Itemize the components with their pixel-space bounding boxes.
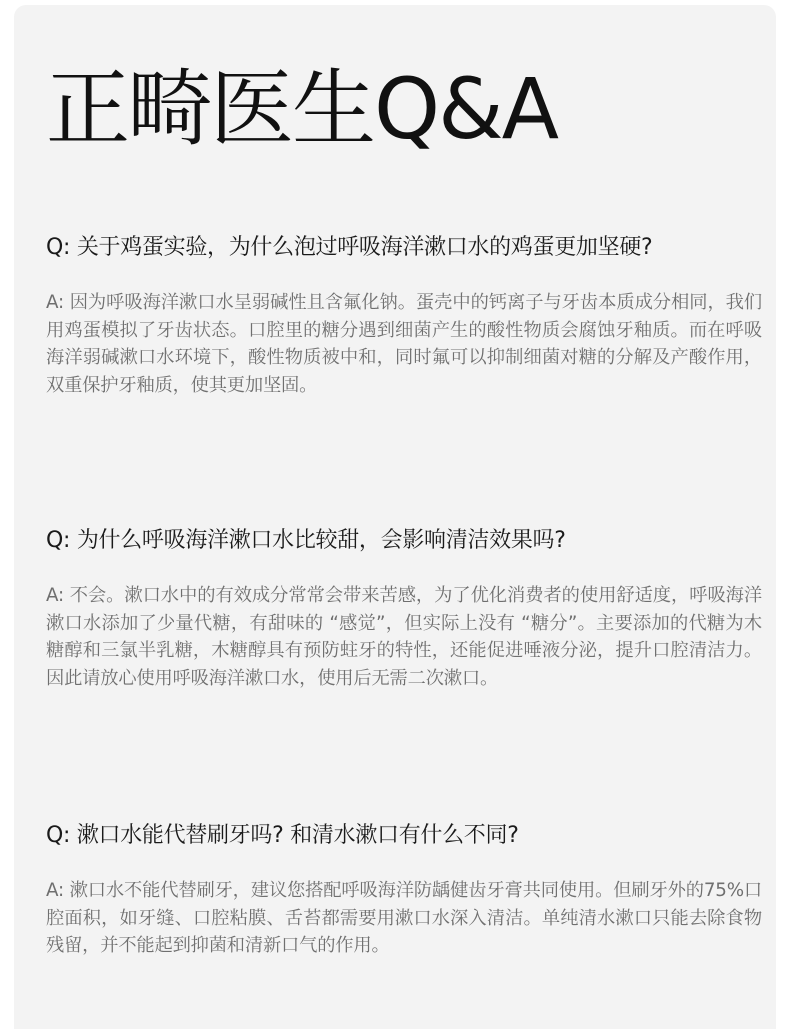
qa-card bbox=[14, 5, 776, 1029]
question-text: Q: 漱口水能代替刷牙吗? 和清水漱口有什么不同? bbox=[46, 823, 519, 848]
qa-item bbox=[46, 526, 762, 692]
qa-item bbox=[46, 233, 762, 399]
page-title: 正畸医生Q&A bbox=[46, 60, 558, 158]
qa-item bbox=[46, 821, 762, 960]
answer-text: A: 漱口水不能代替刷牙，建议您搭配呼吸海洋防龋健齿牙膏共同使用。但刷牙外的75%口腔面积，如牙缝、口腔粘膜、舌苔都需要用漱口水深入清洁。单纯清水漱口只能去除食物残留，并不能起到抑菌和清新口气的作用。 bbox=[46, 880, 762, 956]
answer-text: A: 因为呼吸海洋漱口水呈弱碱性且含氟化钠。蛋壳中的钙离子与牙齿本质成分相同，我们用鸡蛋模拟了牙齿状态。口腔里的糖分遇到细菌产生的酸性物质会腐蚀牙釉质。而在呼吸海洋弱碱漱口水环境下，酸性物质被中和，同时氟可以抑制细菌对糖的分解及产酸作用，双重保护牙釉质，使其更加坚固。 bbox=[46, 292, 762, 396]
answer-text: A: 不会。漱口水中的有效成分常常会带来苦感，为了优化消费者的使用舒适度，呼吸海洋漱口水添加了少量代糖，有甜味的 “感觉”，但实际上没有 “糖分”。主要添加的代糖为木糖醇和三氯半乳糖，木糖醇具有预防蛀牙的特性，还能促进唾液分泌，提升口腔清洁力。因此请放心使用呼吸海洋漱口水，使用后无需二次漱口。 bbox=[46, 585, 762, 689]
question-text: Q: 关于鸡蛋实验，为什么泡过呼吸海洋漱口水的鸡蛋更加坚硬? bbox=[46, 235, 653, 260]
question-text: Q: 为什么呼吸海洋漱口水比较甜，会影响清洁效果吗? bbox=[46, 528, 566, 553]
